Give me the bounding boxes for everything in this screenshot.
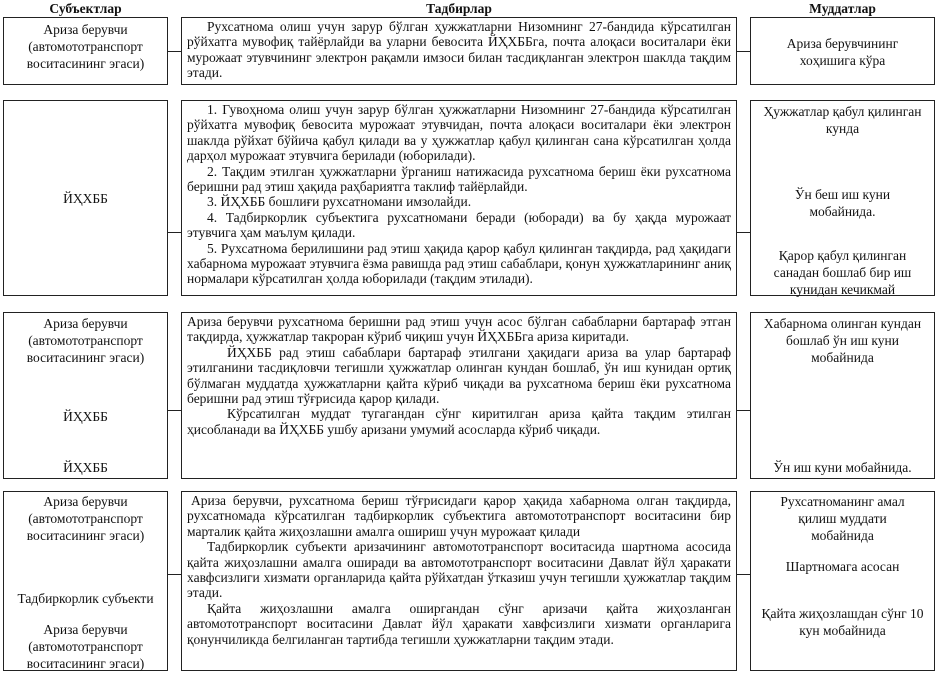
row3-action-3: Кўрсатилган муддат тугагандан сўнг киритилган ариза қайта тақдим этилган ҳисобланади ва ЙҲХББ ушбу аризани умумий асосларда кўриб чиқади. bbox=[187, 406, 731, 437]
row4-term-1: Рухсатноманинг амал қилиш муддати мобайнида bbox=[780, 494, 905, 543]
row4-subject-applicant-2: Ариза берувчи (автомототранспорт воситасининг эгаси) bbox=[26, 622, 145, 671]
row4-action-3: Қайта жиҳозлашни амалга оширгандан сўнг аризачи қайта жиҳозланган автомототранспорт воситасини Давлат йўл ҳаракати хавфсизлиги хизмати органларига қонунчиликда белгиланган тартибда тегишли ҳужжатларни тақдим этади. bbox=[187, 600, 731, 647]
row3-subjects-box bbox=[3, 312, 168, 479]
row4-subjects-box bbox=[3, 491, 168, 671]
row4-subject-entrepreneur: Тадбиркорлик субъекти bbox=[17, 591, 154, 606]
row2-terms-box bbox=[750, 100, 935, 296]
row3-action-2: ЙҲХББ рад этиш сабаблари бартараф этилгани ҳақидаги ариза ва улар бартараф этилганини тасдиқловчи тегишли ҳужжатлар олинган кундан бошлаб, ўн иш кунидан ортиқ бўлмаган муддатда ҳужжатларни қайта кўриб чиқади ва рухсатнома бериш ёки рухсатнома беришни рад этиш тўғрисида қарор қилади. bbox=[187, 344, 731, 407]
row3-connector-left bbox=[168, 410, 181, 411]
row3-connector-right bbox=[737, 410, 750, 411]
row1-terms-box bbox=[750, 17, 935, 85]
row4-subject-applicant-1: Ариза берувчи (автомототранспорт воситасининг эгаси) bbox=[26, 494, 145, 543]
row4-terms-box bbox=[750, 491, 935, 671]
row2-connector-right bbox=[737, 232, 750, 233]
row1-action-1: Рухсатнома олиш учун зарур бўлган ҳужжатларни Низомнинг 27-бандида кўрсатилган рўйхатга мувофиқ тайёрлайди ва уларни бевосита ЙҲХББга, почта алоқаси воситалари ёки мурожаат этувчининг электрон рақамли имзоси билан тасдиқланган электрон шаклда тақдим этади. bbox=[187, 19, 731, 81]
row3-subject-yhxbb-2: ЙҲХББ bbox=[63, 460, 108, 475]
row2-actions-box bbox=[181, 100, 737, 296]
row1-subject-applicant: Ариза берувчи (автомототранспорт воситасининг эгаси) bbox=[26, 22, 145, 71]
row3-terms-box bbox=[750, 312, 935, 479]
row4-connector-left bbox=[168, 574, 181, 575]
row2-action-3: 3. ЙҲХББ бошлиғи рухсатномани имзолайди. bbox=[207, 194, 472, 210]
row4-term-2: Шартномага асосан bbox=[785, 559, 900, 574]
row2-term-3: Қарор қабул қилинган санадан бошлаб бир иш кунидан кечикмай bbox=[773, 248, 912, 297]
row2-action-4: 4. Тадбиркорлик субъектига рухсатномани беради (юборади) ва бу ҳақда мурожаат этувчига ҳам маълум қилади. bbox=[187, 209, 731, 241]
row2-term-2: Ўн беш иш куни мобайнида. bbox=[794, 187, 891, 219]
row3-action-1: Ариза берувчи рухсатнома беришни рад этиш учун асос бўлган сабабларни бартараф этган тақдирда, ҳужжатлар такроран кўриб чиқиш учун ЙҲХББга ариза киритади. bbox=[187, 314, 731, 345]
row2-action-2: 2. Тақдим этилган ҳужжатларни ўрганиш натижасида рухсатнома бериш ёки рухсатнома беришни рад этиш ҳақида раҳбариятга таклиф тайёрлайди. bbox=[187, 163, 731, 195]
row4-term-3: Қайта жиҳозлашдан сўнг 10 кун мобайнида bbox=[761, 606, 924, 638]
header-actions: Тадбирлар bbox=[426, 1, 492, 16]
row2-subject-yhxbb: ЙҲХББ bbox=[63, 191, 108, 206]
row3-actions-box bbox=[181, 312, 737, 479]
row2-action-5: 5. Рухсатнома берилишини рад этиш ҳақида қарор қабул қилинган тақдирда, рад ҳақидаги хабарнома мурожаат этувчига ёзма равишда рад этиш сабаблари, қонун ҳужжатларининг аниқ нормалари кўрсатилган ҳолда юборилади (тақдим этилади). bbox=[187, 240, 731, 287]
row1-actions-box bbox=[181, 17, 737, 85]
row1-connector-left bbox=[168, 51, 181, 52]
row4-actions-box bbox=[181, 491, 737, 671]
header-subjects: Субъектлар bbox=[49, 1, 122, 16]
row4-action-2: Тадбиркорлик субъекти аризачининг автомототранспорт воситасида шартнома асосида қайта жиҳозлашни амалга оширади ва автомототранспорт воситасини Давлат йўл ҳаракати хавфсизлиги хизмати органларида қайта рўйхатдан ўтказиш учун тегишли ҳужжатлар тақдим этади. bbox=[187, 539, 731, 601]
row3-subject-yhxbb-1: ЙҲХББ bbox=[63, 409, 108, 424]
row2-term-1: Ҳужжатлар қабул қилинган кунда bbox=[763, 104, 922, 136]
row4-action-1: Ариза берувчи, рухсатнома бериш тўғрисидаги қарор ҳақида хабарнома олган тақдирда, рухсатномада кўрсатилган тадбиркорлик субъектига автомототранспорт воситасини бир марталик қайта жиҳозлашни амалга ошириш учун мурожаат қилади bbox=[187, 493, 731, 539]
row1-term-1: Ариза берувчининг хоҳишига кўра bbox=[786, 36, 899, 68]
row3-subject-applicant: Ариза берувчи (автомототранспорт воситасининг эгаси) bbox=[26, 316, 145, 365]
row2-subjects-box bbox=[3, 100, 168, 296]
row2-action-1: 1. Гувоҳнома олиш учун зарур бўлган ҳужжатларни Низомнинг 27-бандида кўрсатилган рўйхатга мувофиқ бевосита мурожаат этувчидан, почта алоқаси воситалари ёки электрон шаклда рўйхат бўйича қабул қилади ва у ҳужжатлар қабул қилинган сана кўрсатилган ҳолда дарҳол мурожаат этувчига берилади (юборилади). bbox=[187, 102, 731, 164]
row2-connector-left bbox=[168, 232, 181, 233]
row1-subjects-box bbox=[3, 17, 168, 85]
header-terms: Муддатлар bbox=[809, 1, 876, 16]
row3-term-2: Ўн иш куни мобайнида. bbox=[773, 460, 912, 475]
row3-term-1: Хабарнома олинган кундан бошлаб ўн иш куни мобайнида bbox=[763, 316, 922, 365]
row4-connector-right bbox=[737, 574, 750, 575]
row1-connector-right bbox=[737, 51, 750, 52]
